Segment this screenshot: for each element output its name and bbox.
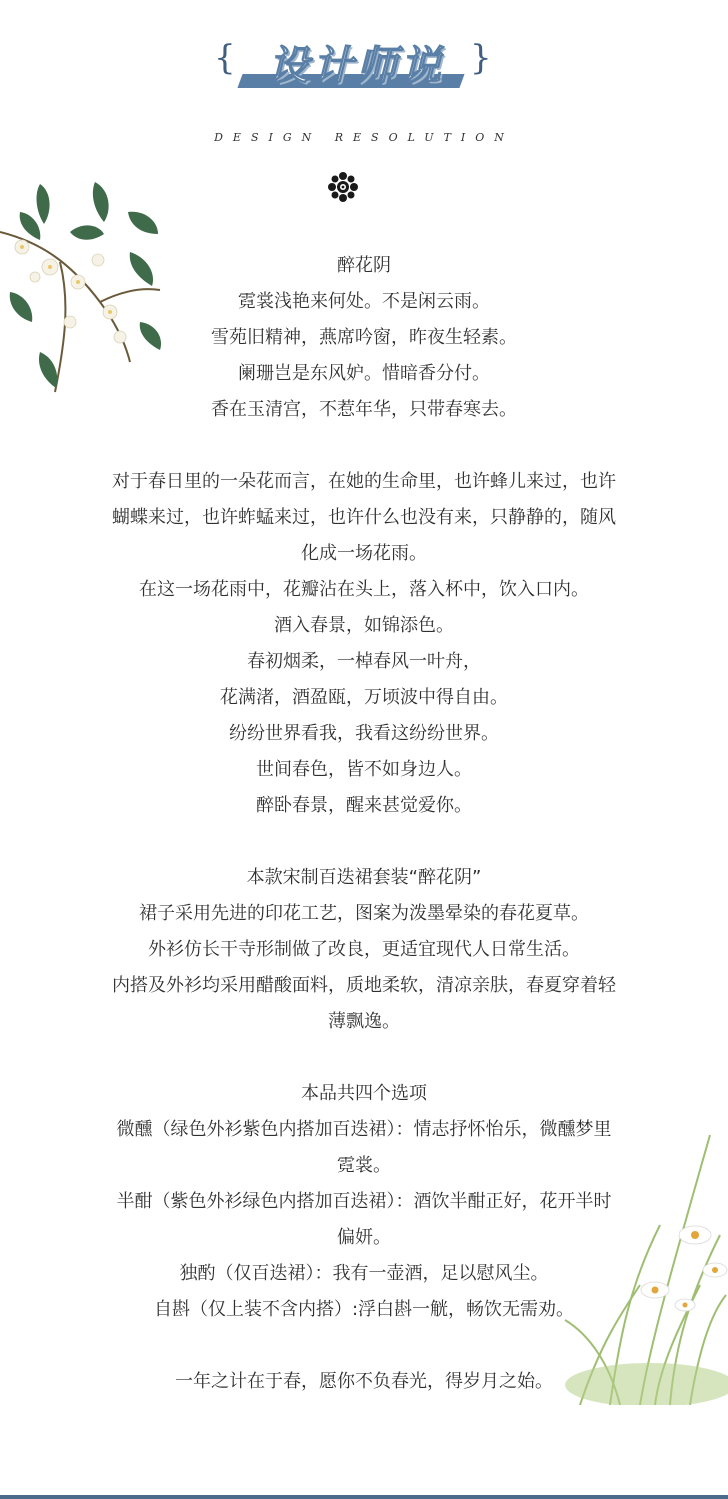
story-line: 世间春色，皆不如身边人。 <box>256 759 472 780</box>
story-line: 蝴蝶来过，也许蚱蜢来过，也许什么也没有来，只静静的，随风 <box>112 507 616 528</box>
left-brace: { <box>214 38 236 78</box>
poem-line: 阑珊岂是东风妒。惜暗香分付。 <box>238 363 490 384</box>
option-line: 自斟（仅上装不含内搭）:浮白斟一觥，畅饮无需劝。 <box>153 1299 575 1320</box>
spacer <box>40 428 688 464</box>
daisy-grass-illustration <box>560 1115 728 1405</box>
poem-line: 雪苑旧精神，燕席吟窗，昨夜生轻素。 <box>211 327 517 348</box>
story-line: 花满渚，酒盈瓯，万顷波中得自由。 <box>220 687 508 708</box>
story-line: 酒入春景，如锦添色。 <box>274 615 454 636</box>
story-line: 春初烟柔，一棹春风一叶舟， <box>247 651 481 672</box>
story-line: 化成一场花雨。 <box>301 543 427 564</box>
product-line: 本款宋制百迭裙套装“醉花阴” <box>246 867 482 888</box>
right-brace: } <box>470 38 492 78</box>
option-line: 本品共四个选项 <box>301 1083 427 1104</box>
closing-line: 一年之计在于春，愿你不负春光，得岁月之始。 <box>175 1371 553 1392</box>
footer-divider <box>0 1495 728 1499</box>
spacer <box>40 1040 688 1076</box>
title-header <box>0 30 728 100</box>
product-line: 薄飘逸。 <box>328 1011 400 1032</box>
poem-line: 霓裳浅艳来何处。不是闲云雨。 <box>238 291 490 312</box>
spacer <box>40 824 688 860</box>
poem-line: 香在玉清宫，不惹年华，只带春寒去。 <box>211 399 517 420</box>
product-line: 外衫仿长干寺形制做了改良，更适宜现代人日常生活。 <box>148 939 580 960</box>
option-line: 半酣（紫色外衫绿色内搭加百迭裙）：酒饮半酣正好，花开半时 <box>116 1191 612 1212</box>
flower-ornament-icon <box>326 170 360 204</box>
option-line: 霓裳。 <box>337 1155 391 1176</box>
option-line: 微醺（绿色外衫紫色内搭加百迭裙）：情志抒怀怡乐，微醺梦里 <box>116 1119 612 1140</box>
option-line: 偏妍。 <box>337 1227 391 1248</box>
poem-title: 醉花阴 <box>337 255 391 276</box>
story-line: 醉卧春景，醒来甚觉爱你。 <box>256 795 472 816</box>
product-line: 裙子采用先进的印花工艺，图案为泼墨晕染的春花夏草。 <box>139 903 589 924</box>
option-line: 独酌（仅百迭裙）：我有一壶酒，足以慰风尘。 <box>179 1263 549 1284</box>
story-line: 对于春日里的一朵花而言，在她的生命里，也许蜂儿来过，也许 <box>112 471 616 492</box>
subtitle: DESIGN RESOLUTION <box>214 131 514 144</box>
product-line: 内搭及外衫均采用醋酸面料，质地柔软，清凉亲肤，春夏穿着轻 <box>112 975 616 996</box>
page-title: 设计师说 <box>269 43 445 89</box>
story-line: 纷纷世界看我，我看这纷纷世界。 <box>229 723 499 744</box>
story-line: 在这一场花雨中，花瓣沾在头上，落入杯中，饮入口内。 <box>139 579 589 600</box>
